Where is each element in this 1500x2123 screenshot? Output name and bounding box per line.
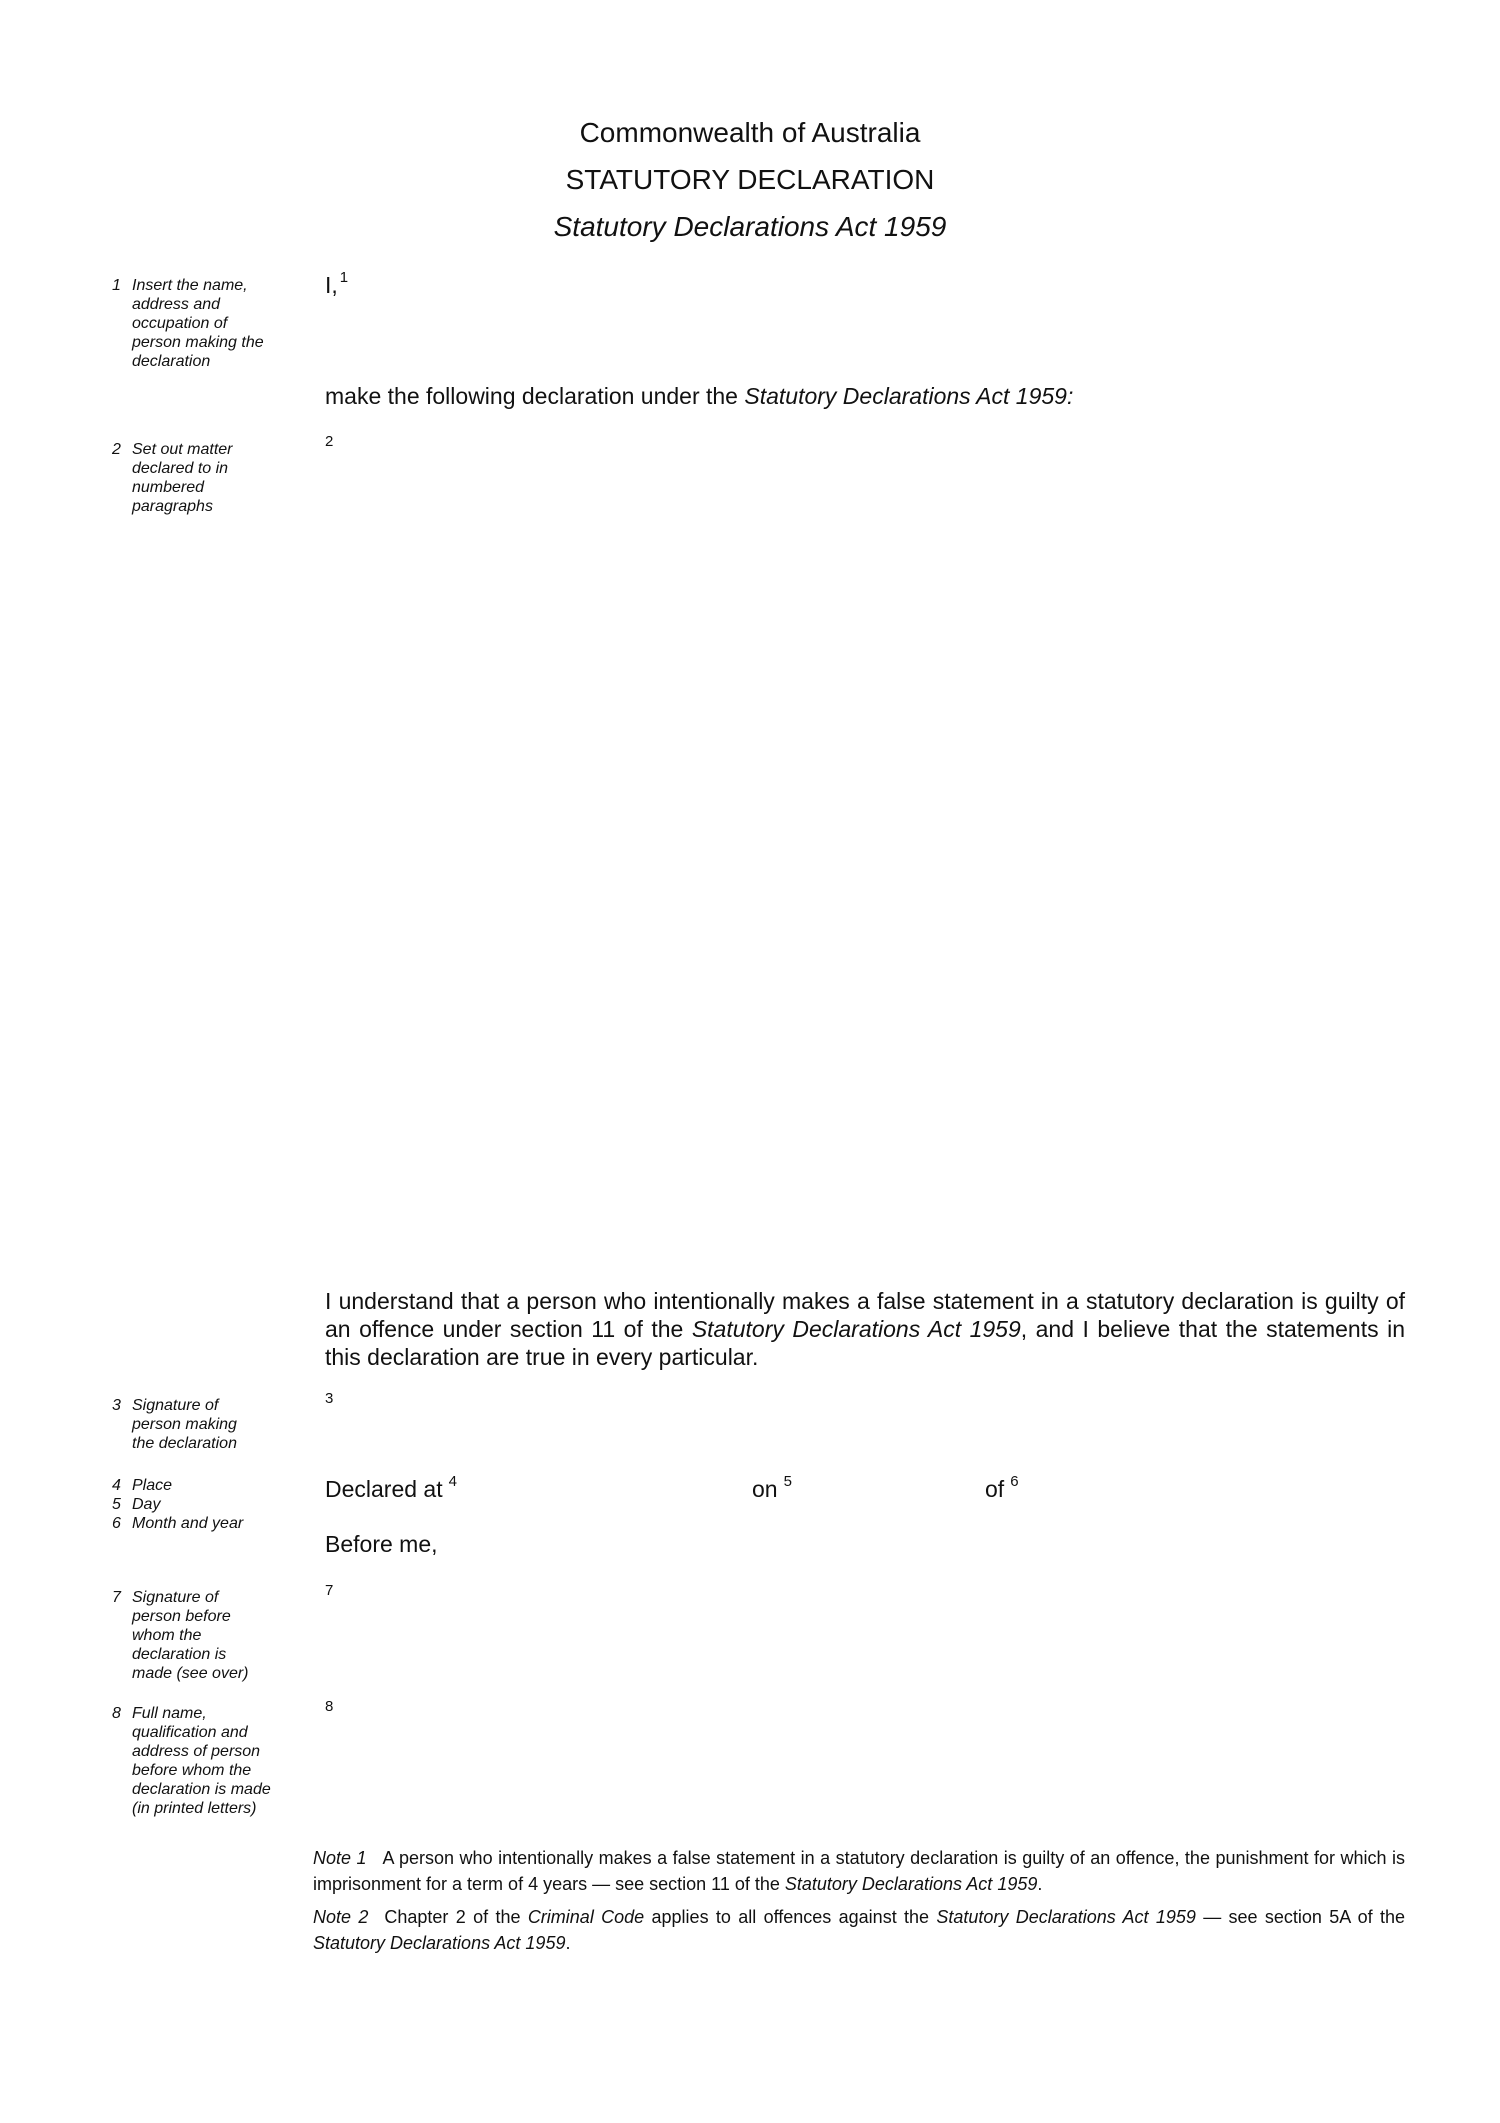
margin-note-3 [112,1396,287,1453]
margin-note-text: Full name, qualification and address of person before whom the declaration is made (in printed letters) [132,1705,271,1817]
understanding-text-2: , and I believe that the statements in this declaration are true in every particular. [325,1316,1405,1370]
act-title: Statutory Declarations Act 1959 [553,211,947,242]
margin-note-text: Insert the name, address and occupation of person making the declaration [132,277,264,370]
note-1: Note 1 A person who intentionally makes a false statement in a statutory declaration is guilty of an offence, the punishment for which is imprisonment for a term of 4 years — see section 11 of the Statutory Declarations Act 1959. [313,1848,1405,1894]
form-title: STATUTORY DECLARATION [565,164,935,195]
margin-note-8 [112,1704,287,1818]
note-2-code: Criminal Code [527,1907,645,1927]
declared-on-label: on [752,1476,778,1502]
margin-note-number: 2 [112,441,121,458]
declarant-ref: 1 [339,269,349,286]
declared-at-ref: 4 [448,1473,457,1490]
note-2-act-ref: Statutory Declarations Act 1959 [313,1933,566,1953]
understanding-text-1: I understand that a person who intentionally makes a false statement in a statutory declaration is guilty of an offence under section 11 of the [325,1288,1405,1342]
understanding-paragraph [325,1287,1405,1371]
margin-note-1 [112,276,287,371]
note-1-text: A person who intentionally makes a false statement in a statutory declaration is guilty of an offence, the punishment for which is imprisonment for a term of 4 years — see section 11 of the [313,1848,1405,1894]
margin-note-text: Signature of person before whom the declaration is made (see over) [132,1589,249,1682]
margin-note-6: 6 Month and year [112,1515,244,1532]
intro-act: Statutory Declarations Act 1959: [744,383,1074,409]
declared-of-ref: 6 [1010,1473,1019,1490]
declared-at-line [325,1473,457,1506]
intro-text: make the following declaration under the [325,383,745,409]
declarant-line [325,269,349,302]
before-me: Before me, [325,1531,438,1557]
declared-on [752,1473,792,1506]
note-2-label: Note 2 [313,1907,369,1927]
witness-signature-ref: 7 [325,1582,334,1599]
margin-note-2 [112,440,287,516]
declarant-prefix: I, [325,272,338,298]
note-1-label: Note 1 [313,1848,367,1868]
margin-note-7 [112,1588,287,1683]
margin-note-number: 1 [112,277,121,294]
matter-ref: 2 [325,433,334,450]
signature-ref: 3 [325,1390,334,1407]
intro-line [325,383,1073,410]
margin-note-text: Set out matter declared to in numbered paragraphs [132,441,233,515]
margin-note-number: 3 [112,1397,121,1414]
margin-notes-4-6 [112,1476,287,1533]
declared-on-ref: 5 [783,1473,792,1490]
note-1-act: Statutory Declarations Act 1959 [784,1874,1038,1894]
declared-of-label: of [985,1476,1005,1502]
margin-note-4: 4 Place [112,1477,173,1494]
witness-details-ref: 8 [325,1698,334,1715]
margin-note-number: 7 [112,1589,121,1606]
note-2: Note 2 Chapter 2 of the Criminal Code applies to all offences against the Statutory Declarations Act 1959 — see section 5A of the Statutory Declarations Act 1959. [313,1907,1405,1953]
jurisdiction-heading: Commonwealth of Australia [579,117,921,148]
margin-note-text: Signature of person making the declaration [132,1397,237,1452]
margin-note-number: 8 [112,1705,121,1722]
margin-note-5: 5 Day [112,1496,161,1513]
note-2-act: Statutory Declarations Act 1959 [936,1907,1196,1927]
note-2-text: Chapter 2 of the [384,1907,528,1927]
understanding-act: Statutory Declarations Act 1959 [691,1316,1021,1342]
declared-at-label: Declared at [325,1476,443,1502]
declared-of [985,1473,1019,1506]
